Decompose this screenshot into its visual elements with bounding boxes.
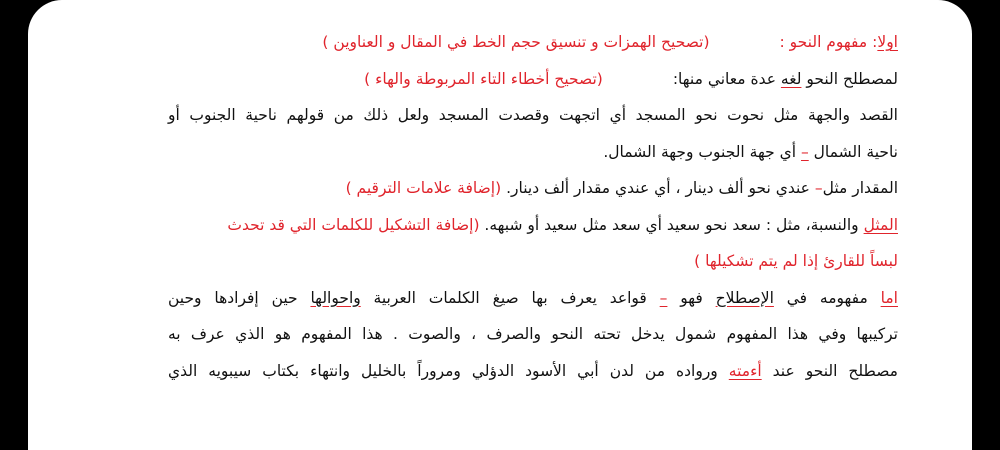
correction-note-tashkeel: (إضافة التشكيل للكلمات التي قد تحدث: [227, 215, 480, 234]
flagged-word-aimmatih: أءمته: [728, 361, 762, 380]
text-run: حين إفرادها وحين: [168, 288, 311, 307]
text-run: قواعد يعرف بها صيغ الكلمات العربية: [360, 288, 660, 307]
heading-first-word: اولا: [877, 33, 898, 51]
text-run: المقدار مثل: [822, 179, 898, 197]
text-run: أي جهة الجنوب وجهة الشمال.: [603, 142, 801, 161]
flagged-dash: –: [814, 179, 823, 197]
text-run: لمصطلح النحو: [801, 69, 898, 88]
heading-line: [168, 24, 898, 61]
document-page: [28, 0, 972, 450]
flagged-word-amma: اما: [880, 288, 898, 307]
paragraph-line: [168, 61, 898, 98]
paragraph-line: [168, 353, 898, 390]
flagged-word-lugha: لغه: [780, 69, 802, 88]
correction-note-tashkeel-cont: لبساً للقارئ إذا لم يتم تشكيلها ): [694, 252, 898, 270]
text-run: مفهومه في: [773, 288, 881, 307]
flagged-word-mithl: المثل: [863, 215, 898, 234]
correction-note-ta-marbuta: (تصحيح أخطاء التاء المربوطة والهاء ): [364, 69, 603, 88]
text-run: فهو: [667, 288, 716, 307]
text-run: ورواده من لدن أبي الأسود الدؤلي ومروراً بالخليل وانتهاء بكتاب سيبويه الذي: [168, 361, 729, 380]
text-run: ناحية الشمال: [808, 142, 898, 161]
flagged-dash: –: [659, 288, 668, 307]
text-run: عندي نحو ألف دينار ، أي عندي مقدار ألف دينار.: [501, 179, 815, 197]
flagged-word-ahwaliha: واحوالها: [310, 288, 361, 307]
text-run: والنسبة، مثل : سعد نحو سعيد أي سعد مثل سعيد أو شبهه.: [479, 215, 864, 234]
correction-note-hamza: (تصحيح الهمزات و تنسيق حجم الخط في المقال و العناوين ): [322, 33, 710, 51]
paragraph-line: تركيبها وفي هذا المفهوم شمول يدخل تحته النحو والصرف ، والصوت . هذا المفهوم هو الذي عرف به: [168, 325, 898, 343]
paragraph-line: [168, 170, 898, 207]
heading-label: : مفهوم النحو :: [779, 33, 878, 51]
text-run: عدة معاني منها:: [672, 69, 781, 88]
text-run: مصطلح النحو عند: [761, 361, 898, 380]
flagged-dash: –: [800, 142, 809, 161]
paragraph-line: [168, 207, 898, 244]
document-body: [168, 24, 898, 389]
correction-note-punctuation: (إضافة علامات الترقيم ): [345, 179, 502, 197]
paragraph-line: [168, 134, 898, 171]
paragraph-line: [168, 280, 898, 317]
paragraph-line: القصد والجهة مثل نحوت نحو المسجد أي اتجهت وقصدت المسجد ولعل ذلك من قولهم ناحية الجنوب أو: [168, 106, 898, 124]
flagged-word-istilah: الإصطلاح: [715, 288, 774, 307]
